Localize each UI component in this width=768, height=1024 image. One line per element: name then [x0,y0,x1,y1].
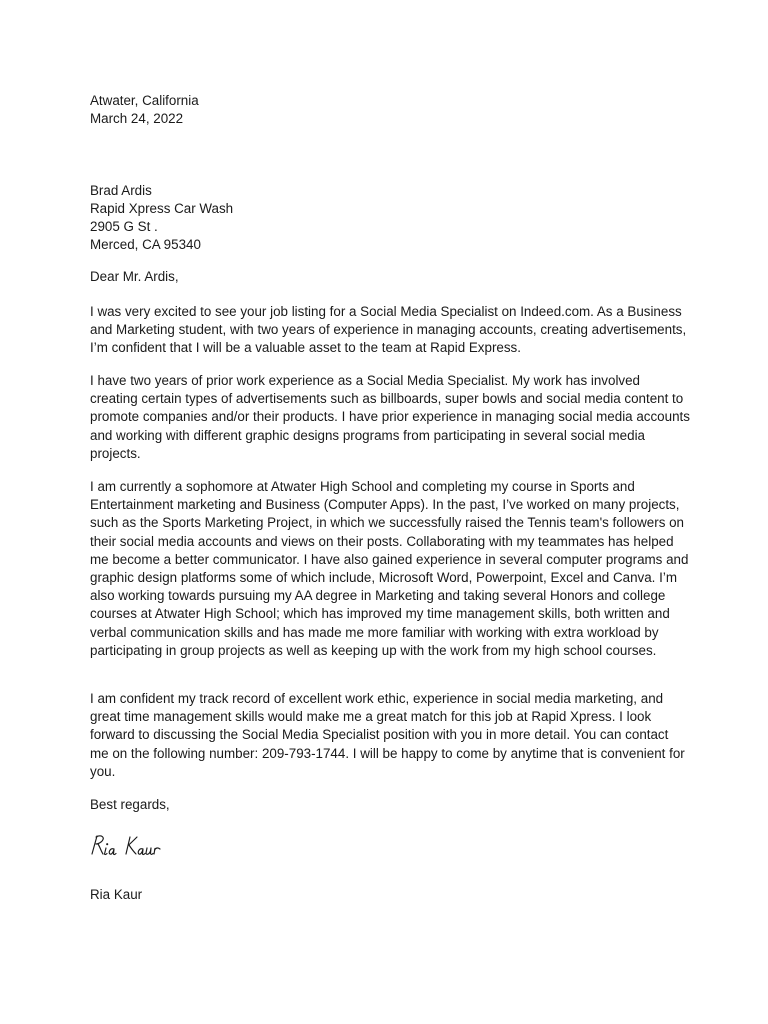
letter-date: March 24, 2022 [90,111,184,126]
sender-location: Atwater, California [90,93,199,108]
paragraph-4: I am confident my track record of excellent work ethic, experience in social media marketing, and great time management skills would make me a great match for this job at Rapid Xpress. I look forward to discussing the Social Media Specialist position with you in more detail. You can contact me on the following number: 209-793-1744. I will be happy to come by anytime that is convenient for you. [90,691,685,779]
recipient-company: Rapid Xpress Car Wash [90,201,234,216]
closing: Best regards, [90,797,170,812]
signature-drawing [88,832,208,862]
recipient-name: Brad Ardis [90,183,152,198]
recipient-street: 2905 G St . [90,219,158,234]
paragraph-1: I was very excited to see your job listing for a Social Media Specialist on Indeed.com. As a Business and Marketing student, with two years of experience in managing accounts, creating advertisements, I’m confident that I will be a valuable asset to the team at Rapid Express. [90,304,687,356]
recipient-address [90,182,690,254]
closing-block [90,796,690,814]
recipient-city-state-zip: Merced, CA 95340 [90,237,201,252]
sender-header [90,92,690,128]
salutation: Dear Mr. Ardis, [90,269,179,284]
paragraph-2: I have two years of prior work experience as a Social Media Specialist. My work has involved creating certain types of advertisements such as billboards, super bowls and social media content to promote companies and/or their products. I have prior experience in managing social media accounts and working with different graphic designs programs from participating in several social media projects. [90,373,690,461]
paragraph-3: I am currently a sophomore at Atwater High School and completing my course in Sports and Entertainment marketing and Business (Computer Apps). In the past, I’ve worked on many projects, such as the Sports Marketing Project, in which we successfully raised the Tennis team's followers on their social media accounts and views on their posts. Collaborating with my teammates has helped me become a better communicator. I have also gained experience in several computer programs and graphic design platforms some of which include, Microsoft Word, Powerpoint, Excel and Canva. I’m also working towards pursuing my AA degree in Marketing and taking several Honors and college courses at Atwater High School; which has improved my time management skills, both written and verbal communication skills and has made me more familiar with working with extra workload by participating in group projects as well as keeping up with the work from my high school courses. [90,479,689,658]
sender-signoff [90,886,690,904]
handwritten-signature [88,832,208,862]
sender-name: Ria Kaur [90,887,143,902]
salutation-block [90,268,690,286]
